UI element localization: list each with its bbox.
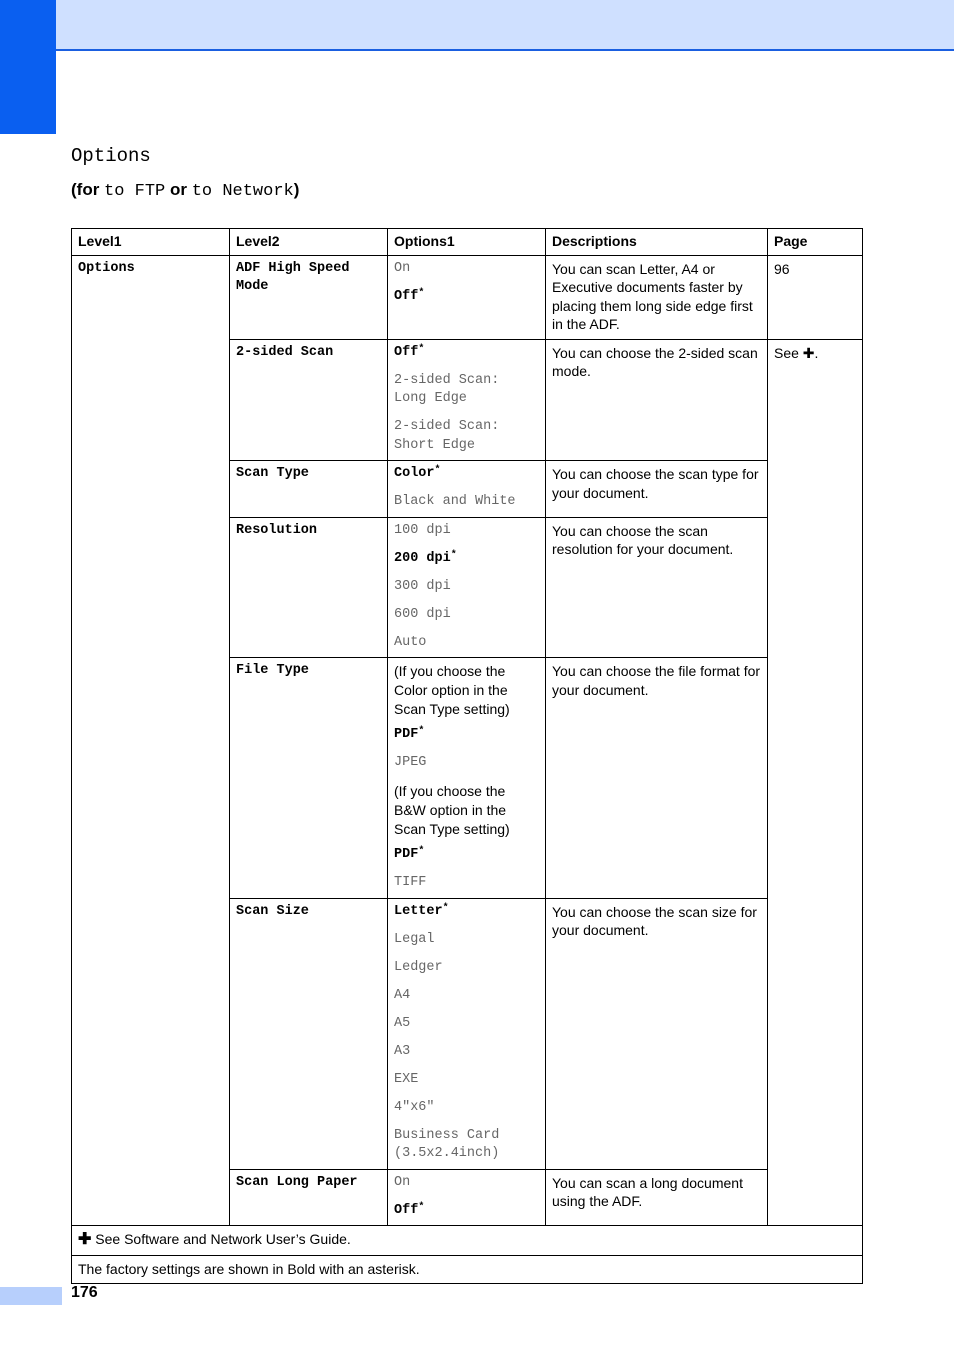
option-value	[394, 260, 539, 279]
option-text: Business Card (3.5x2.4inch)	[394, 1127, 500, 1161]
options-cell	[388, 898, 546, 1169]
options-cell	[388, 461, 546, 518]
subtitle-prefix: (for	[71, 180, 105, 199]
footer-tab	[0, 1287, 62, 1305]
option-value	[394, 846, 539, 865]
option-text: Auto	[394, 634, 427, 650]
header-bar	[0, 0, 954, 51]
option-text: JPEG	[394, 755, 427, 770]
option-text: A3	[394, 1043, 411, 1059]
option-text: A4	[394, 987, 411, 1003]
description-cell: You can scan a long document using the ADF.	[546, 1169, 768, 1226]
option-value	[394, 465, 539, 484]
option-value	[394, 1071, 539, 1090]
level2-cell: ADF High Speed Mode	[230, 255, 388, 339]
description-cell: You can choose the file format for your document.	[546, 658, 768, 899]
option-text: PDF	[394, 727, 419, 742]
page-cell: 96	[768, 255, 863, 339]
chapter-tab	[0, 0, 56, 134]
subtitle-suffix: )	[293, 180, 300, 199]
option-text: Off	[394, 1202, 419, 1218]
description-cell: You can scan Letter, A4 or Executive documents faster by placing them long side edge first in the ADF.	[546, 255, 768, 339]
default-asterisk: *	[418, 846, 425, 857]
option-value	[394, 578, 539, 597]
option-note: (If you choose the Color option in the Scan Type setting)	[394, 663, 510, 717]
level1-cell: Options	[72, 255, 230, 1226]
option-text: 100 dpi	[394, 522, 451, 538]
footnote-row	[72, 1226, 863, 1256]
level2-cell: Scan Type	[230, 461, 388, 518]
default-asterisk: *	[418, 1201, 425, 1213]
default-asterisk: *	[450, 549, 457, 561]
option-value	[394, 874, 539, 893]
option-text: A5	[394, 1015, 411, 1031]
option-value	[394, 418, 539, 455]
option-text: Black and White	[394, 494, 516, 509]
option-text: Ledger	[394, 959, 443, 975]
header-options1: Options1	[388, 229, 546, 256]
level2-cell: Scan Long Paper	[230, 1169, 388, 1226]
table-row	[72, 255, 863, 339]
table-header-row	[72, 229, 863, 256]
section-title: Options	[71, 145, 151, 167]
option-value	[394, 1127, 539, 1164]
header-level2: Level2	[230, 229, 388, 256]
option-value	[394, 1174, 539, 1193]
option-text: On	[394, 260, 411, 276]
option-text: Letter	[394, 903, 443, 919]
option-value	[394, 550, 539, 569]
option-text: Color	[394, 466, 435, 481]
footnote-text: See Software and Network User’s Guide.	[91, 1231, 351, 1247]
level2-cell: Resolution	[230, 517, 388, 658]
option-value	[394, 1202, 539, 1221]
level2-cell: 2-sided Scan	[230, 339, 388, 461]
page-number: 176	[71, 1284, 98, 1301]
option-text: 2-sided Scan: Long Edge	[394, 372, 500, 406]
option-value	[394, 987, 539, 1006]
option-value	[394, 1015, 539, 1034]
option-value	[394, 754, 539, 773]
option-value	[394, 959, 539, 978]
page-cell: See ✚.	[768, 339, 863, 1226]
description-cell: You can choose the scan resolution for your document.	[546, 517, 768, 658]
option-value	[394, 522, 539, 541]
option-text: Off	[394, 344, 419, 360]
option-text: EXE	[394, 1071, 419, 1087]
options-cell	[388, 339, 546, 461]
plus-icon: ✚	[78, 1231, 92, 1248]
option-value	[394, 372, 539, 409]
description-cell: You can choose the scan size for your document.	[546, 898, 768, 1169]
default-asterisk: *	[434, 465, 441, 476]
option-value	[394, 288, 539, 307]
description-cell: You can choose the 2-sided scan mode.	[546, 339, 768, 461]
option-value	[394, 634, 539, 653]
option-value	[394, 931, 539, 950]
option-text: 200 dpi	[394, 550, 451, 566]
option-text: 600 dpi	[394, 606, 451, 622]
option-value	[394, 903, 539, 922]
option-text: 4"x6"	[394, 1099, 435, 1115]
option-text: TIFF	[394, 875, 427, 890]
subtitle-ftp: to FTP	[104, 182, 166, 201]
options-cell	[388, 658, 546, 899]
default-asterisk: *	[418, 287, 425, 299]
description-cell: You can choose the scan type for your document.	[546, 461, 768, 518]
header-page: Page	[768, 229, 863, 256]
option-value	[394, 344, 539, 363]
options-cell	[388, 255, 546, 339]
option-text: 300 dpi	[394, 578, 451, 594]
option-text: On	[394, 1174, 411, 1190]
option-value	[394, 493, 539, 512]
option-note: (If you choose the B&W option in the Scan Type setting)	[394, 783, 510, 837]
level2-cell: Scan Size	[230, 898, 388, 1169]
level2-cell: File Type	[230, 658, 388, 899]
factory-note: The factory settings are shown in Bold with an asterisk.	[72, 1255, 863, 1284]
option-text: Off	[394, 288, 419, 304]
default-asterisk: *	[418, 343, 425, 355]
header-descriptions: Descriptions	[546, 229, 768, 256]
option-text: 2-sided Scan: Short Edge	[394, 419, 500, 453]
option-text: Legal	[394, 931, 435, 947]
option-value	[394, 1099, 539, 1118]
option-value	[394, 1043, 539, 1062]
subtitle-network: to Network	[191, 182, 294, 201]
option-value	[394, 726, 539, 745]
subtitle-mid: or	[165, 180, 192, 199]
factory-note-row	[72, 1255, 863, 1284]
footnote-cell	[72, 1226, 863, 1256]
options-cell	[388, 1169, 546, 1226]
default-asterisk: *	[418, 726, 425, 737]
option-text: PDF	[394, 847, 419, 862]
section-subtitle	[71, 180, 299, 201]
option-value	[394, 606, 539, 625]
table-body	[72, 255, 863, 1226]
options-cell	[388, 517, 546, 658]
default-asterisk: *	[442, 902, 449, 914]
header-level1: Level1	[72, 229, 230, 256]
options-table	[71, 228, 863, 1284]
